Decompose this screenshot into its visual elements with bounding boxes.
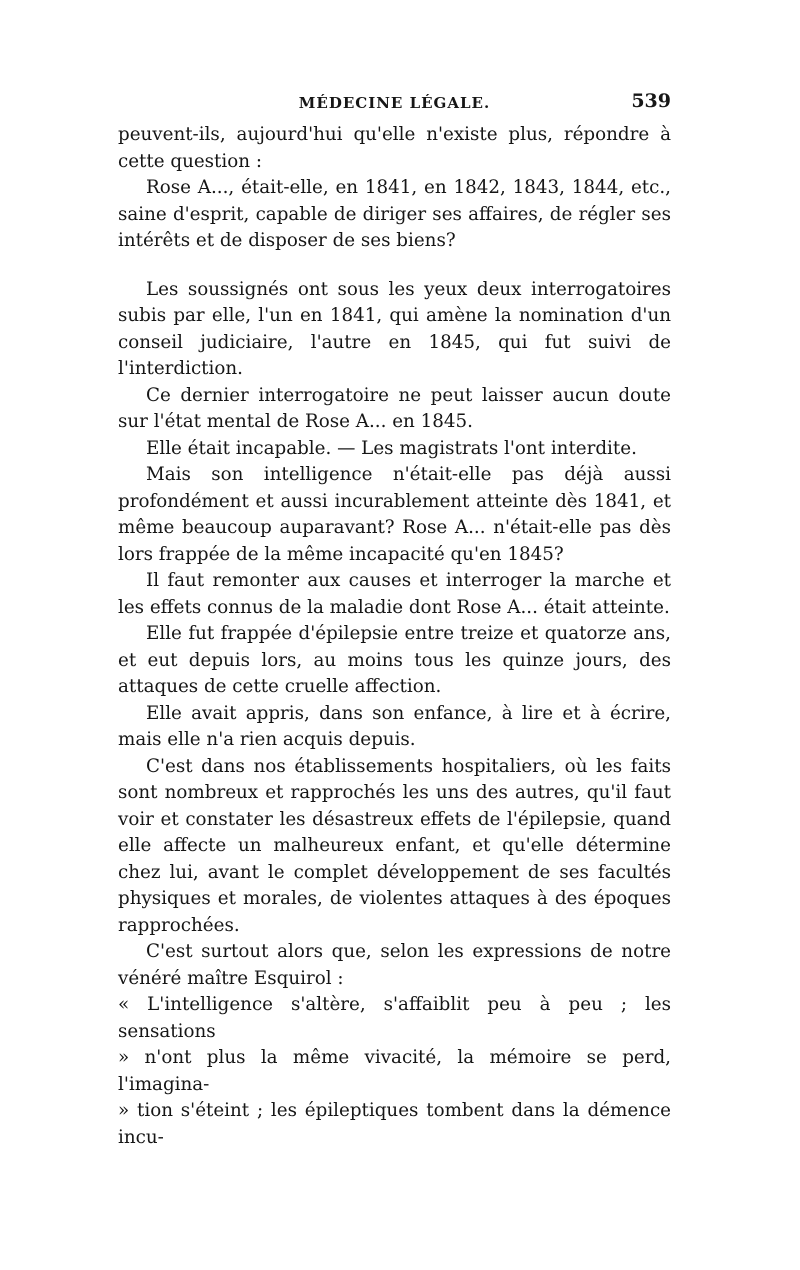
quote-line: « L'intelligence s'altère, s'affaiblit peu à peu ; les sensations — [118, 994, 671, 1042]
paragraph: C'est surtout alors que, selon les expressions de notre vénéré maître Esquirol : — [118, 941, 671, 989]
running-title: MÉDECINE LÉGALE. — [298, 94, 491, 112]
paragraph: Elle était incapable. — Les magistrats l'ont interdite. — [146, 437, 637, 459]
page-number: 539 — [631, 90, 671, 112]
paragraph: C'est dans nos établissements hospitaliers, où les faits sont nombreux et rapprochés les uns des autres, qu'il faut voir et constater les désastreux effets de l'épilepsie, quand elle affecte un malheureux enfant, et qu'elle détermine chez lui, avant le complet développement de ses facultés physiques et morales, de violentes attaques à des époques rapprochées. — [118, 755, 671, 936]
paragraph: Il faut remonter aux causes et interroger la marche et les effets connus de la maladie dont Rose A... était atteinte. — [118, 570, 671, 618]
paragraph: peuvent-ils, aujourd'hui qu'elle n'existe plus, répondre à cette question : — [118, 124, 671, 172]
quote-line: » n'ont plus la même vivacité, la mémoire se perd, l'imagina- — [118, 1047, 671, 1095]
paragraph: Rose A..., était-elle, en 1841, en 1842, 1843, 1844, etc., saine d'esprit, capable de diriger ses affaires, de régler ses intérêts et de disposer de ses biens? — [118, 177, 671, 251]
paragraph: Elle fut frappée d'épilepsie entre treize et quatorze ans, et eut depuis lors, au moins tous les quinze jours, des attaques de cette cruelle affection. — [118, 623, 671, 697]
page-header — [118, 88, 671, 118]
paragraph: Elle avait appris, dans son enfance, à lire et à écrire, mais elle n'a rien acquis depuis. — [118, 702, 671, 750]
paragraph: Ce dernier interrogatoire ne peut laisser aucun doute sur l'état mental de Rose A... en 1845. — [118, 384, 671, 432]
book-page — [118, 88, 671, 1151]
paragraph: Mais son intelligence n'était-elle pas déjà aussi profondément et aussi incurablement atteinte dès 1841, et même beaucoup auparavant? Rose A... n'était-elle pas dès lors frappée de la même incapacité qu'en 1845? — [118, 464, 671, 565]
esquirol-quote — [118, 992, 671, 1151]
paragraph: Les soussignés ont sous les yeux deux interrogatoires subis par elle, l'un en 1841, qui amène la nomination d'un conseil judiciaire, l'autre en 1845, qui fut suivi de l'interdiction. — [118, 278, 671, 379]
quote-line: » tion s'éteint ; les épileptiques tombent dans la démence incu- — [118, 1100, 671, 1148]
